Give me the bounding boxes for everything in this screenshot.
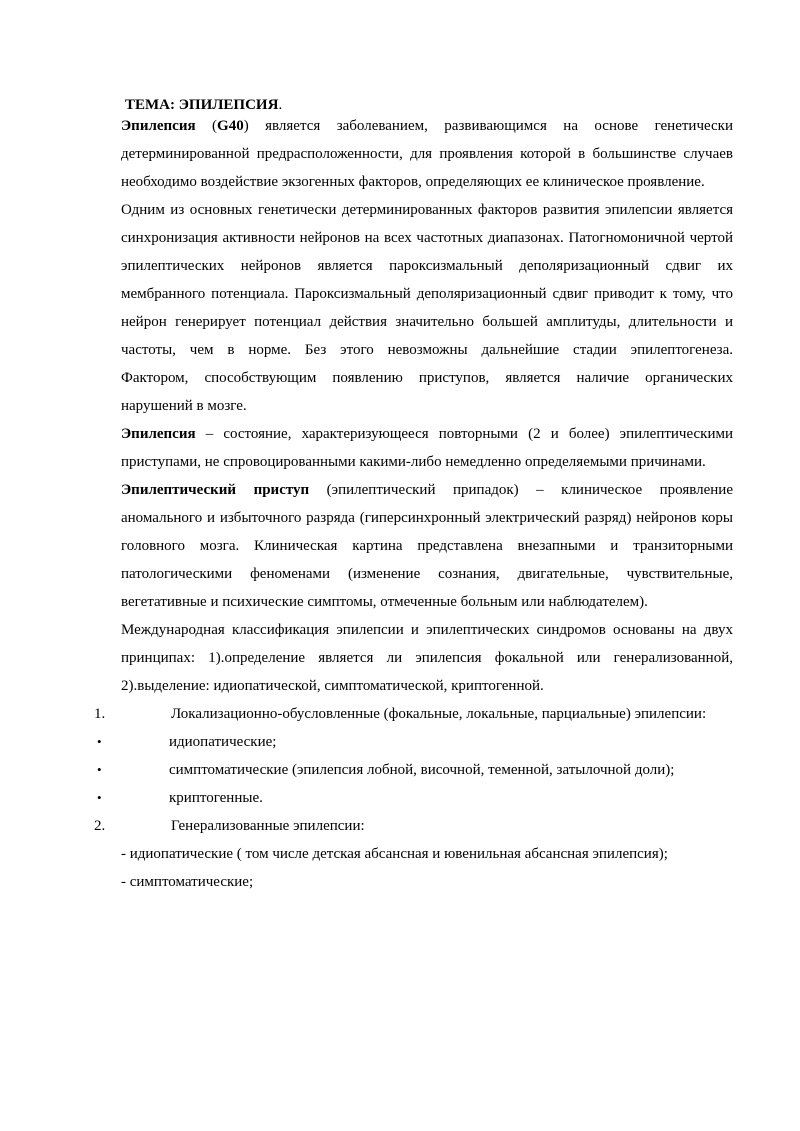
bullet-item-text: идиопатические; — [169, 734, 277, 750]
bullet-item — [97, 728, 733, 756]
dash-item: - симптоматические; — [121, 874, 254, 890]
list-item-1-text: Локализационно-обусловленные (фокальные, локальные, парциальные) эпилепсии: — [171, 706, 707, 722]
list-number-2: 2. — [94, 818, 106, 834]
term-seizure: Эпилептический приступ — [121, 482, 310, 498]
dash-item: - идиопатические ( том числе детская абсансная и ювенильная абсансная эпилепсия); — [121, 846, 668, 862]
paragraph-genetic-factors: Одним из основных генетически детерминированных факторов развития эпилепсии является синхронизация активности нейронов на всех частотных диапазонах. Патогномоничной чертой эпилептических нейронов является пароксизмальный деполяризационный сдвиг их мембранного потенциала. Пароксизмальный деполяризационный сдвиг приводит к тому, что нейрон генерирует потенциал действия значительно большей амплитуды, длительности и частоты, чем в норме. Без этого невозможны дальнейшие стадии эпилептогенеза. — [121, 202, 733, 358]
list-item-2 — [94, 812, 733, 840]
bullet-item-text: криптогенные. — [169, 790, 263, 806]
title-suffix: . — [278, 97, 283, 113]
paragraph-epilepsy-state-text: – состояние, характеризующееся повторными (2 и более) эпилептическими приступами, не спровоцированными какими-либо немедленно определяемыми причинами. — [121, 426, 733, 470]
list-item-2-text: Генерализованные эпилепсии: — [171, 818, 365, 834]
bullet-item-text: симптоматические (эпилепсия лобной, височной, теменной, затылочной доли); — [169, 762, 675, 778]
paragraph-classification: Международная классификация эпилепсии и эпилептических синдромов основаны на двух принципах: 1).определение является ли эпилепсия фокальной или генерализованной, 2).выделение: идиопатической, симптоматической, криптогенной. — [121, 622, 733, 694]
icd-code: G40 — [217, 118, 244, 134]
bullet-icon: • — [97, 762, 102, 777]
bullet-item — [97, 756, 733, 784]
term-epilepsy-2: Эпилепсия — [121, 426, 196, 442]
list-item-1 — [94, 700, 733, 728]
paren-open: ( — [195, 118, 218, 134]
bullet-icon: • — [97, 790, 102, 805]
bullet-item — [97, 784, 733, 812]
paragraph-organic-factors: Фактором, способствующим появлению приступов, является наличие органических нарушений в мозге. — [121, 370, 733, 414]
document-body — [94, 112, 733, 896]
paragraph-definition — [121, 112, 733, 196]
paragraph-epilepsy-state — [121, 420, 733, 476]
title-label: ТЕМА: ЭПИЛЕПСИЯ — [125, 97, 279, 113]
paragraph-seizure — [121, 476, 733, 616]
paragraph-seizure-text: (эпилептический припадок) – клиническое проявление аномального и избыточного разряда (гиперсинхронный электрический разряд) нейронов коры головного мозга. Клиническая картина представлена внезапными и транзиторными патологическими феноменами (изменение сознания, двигательные, чувствительные, вегетативные и психические симптомы, отмеченные больным или наблюдателем). — [121, 482, 733, 610]
list-number-1: 1. — [94, 706, 106, 722]
bullet-icon: • — [97, 734, 102, 749]
term-epilepsy: Эпилепсия — [121, 118, 196, 134]
paragraph-definition-text: ) является заболеванием, развивающимся на основе генетически детерминированной предрасположенности, для проявления которой в большинстве случаев необходимо воздействие экзогенных факторов, определяющих ее клиническое проявление. — [121, 118, 733, 190]
